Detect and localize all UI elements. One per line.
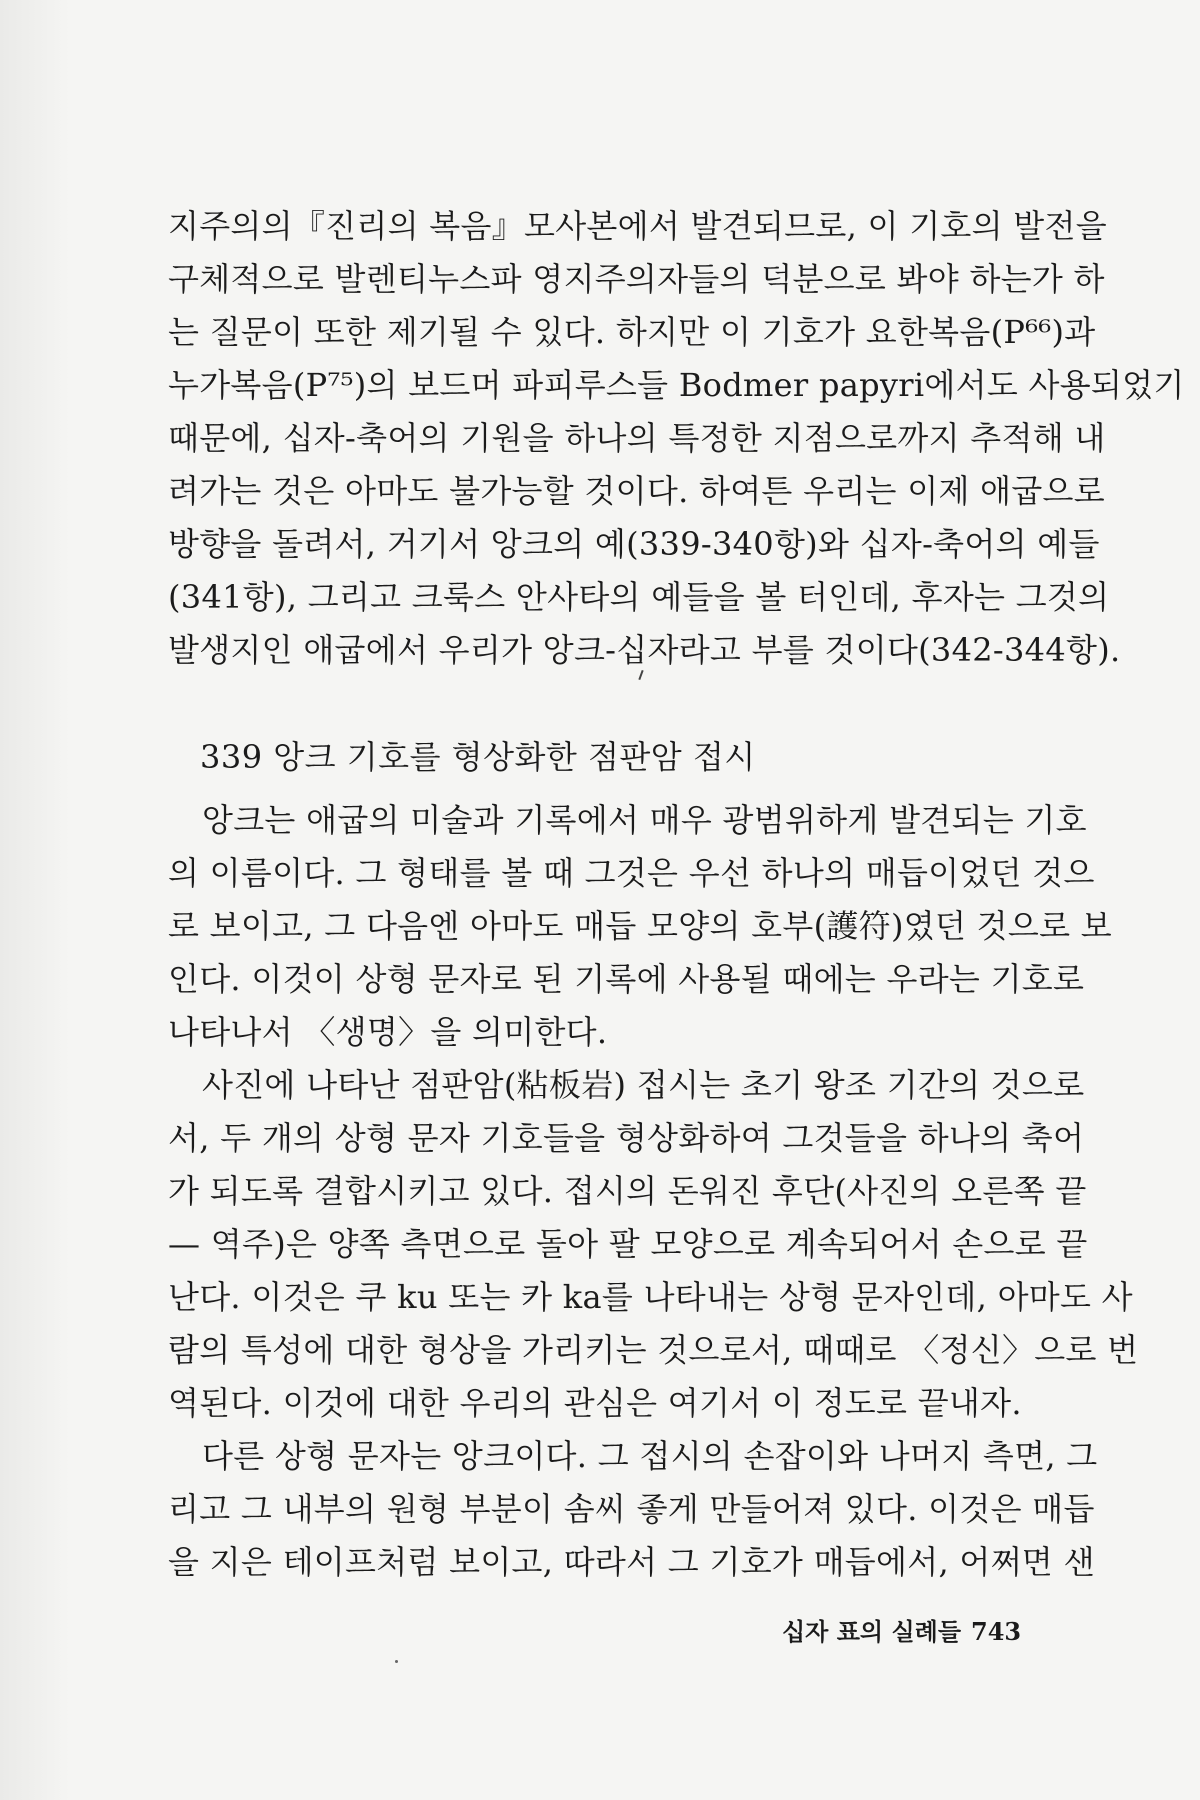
text-line: 때문에, 십자-축어의 기원을 하나의 특정한 지점으로까지 추적해 내	[168, 419, 1106, 457]
text-line: 을 지은 테이프처럼 보이고, 따라서 그 기호가 매듭에서, 어쩌면 샌	[168, 1543, 1095, 1581]
text-line: 앙크는 애굽의 미술과 기록에서 매우 광범위하게 발견되는 기호	[202, 801, 1087, 839]
text-line: 는 질문이 또한 제기될 수 있다. 하지만 이 기호가 요한복음(P⁶⁶)과	[168, 313, 1096, 351]
text-line: 의 이름이다. 그 형태를 볼 때 그것은 우선 하나의 매듭이었던 것으	[168, 854, 1095, 892]
stray-dot	[395, 1660, 398, 1663]
text-line: (341항), 그리고 크룩스 안사타의 예들을 볼 터인데, 후자는 그것의	[168, 578, 1110, 616]
text-line: 누가복음(P⁷⁵)의 보드머 파피루스들 Bodmer papyri에서도 사용되었기	[168, 366, 1185, 404]
text-line: 나타나서 〈생명〉을 의미한다.	[168, 1013, 608, 1051]
intro-paragraph	[168, 200, 1185, 677]
text-line: — 역주)은 양쪽 측면으로 돌아 팔 모양으로 계속되어서 손으로 끝	[168, 1225, 1088, 1263]
text-line: 인다. 이것이 상형 문자로 된 기록에 사용될 때에는 우라는 기호로	[168, 960, 1085, 998]
text-line: 서, 두 개의 상형 문자 기호들을 형상화하여 그것들을 하나의 축어	[168, 1119, 1085, 1157]
text-line: 역된다. 이것에 대한 우리의 관심은 여기서 이 정도로 끝내자.	[168, 1384, 1022, 1422]
page-gutter-shadow	[0, 0, 70, 1800]
text-line: 가 되도록 결합시키고 있다. 접시의 돈워진 후단(사진의 오른쪽 끝	[168, 1172, 1087, 1210]
text-line: 리고 그 내부의 원형 부분이 솜씨 좋게 만들어져 있다. 이것은 매듭	[168, 1490, 1095, 1528]
text-line: 지주의의『진리의 복음』모사본에서 발견되므로, 이 기호의 발전을	[168, 207, 1107, 245]
section-heading: 339 앙크 기호를 형상화한 점판암 접시	[200, 738, 756, 776]
page-footer	[782, 1612, 1021, 1647]
section-body	[168, 794, 1139, 1589]
page-number: 743	[971, 1617, 1022, 1646]
text-line: 발생지인 애굽에서 우리가 앙크-십자라고 부를 것이다(342-344항).	[168, 631, 1121, 669]
text-line: 람의 특성에 대한 형상을 가리키는 것으로서, 때때로 〈정신〉으로 번	[168, 1331, 1139, 1369]
text-line: 구체적으로 발렌티누스파 영지주의자들의 덕분으로 봐야 하는가 하	[168, 260, 1105, 298]
text-line: 사진에 나타난 점판암(粘板岩) 접시는 초기 왕조 기간의 것으로	[202, 1066, 1085, 1104]
text-line: 로 보이고, 그 다음엔 아마도 매듭 모양의 호부(護符)였던 것으로 보	[168, 907, 1112, 945]
text-line: 방향을 돌려서, 거기서 앙크의 예(339-340항)와 십자-축어의 예들	[168, 525, 1100, 563]
running-title: 십자 표의 실례들	[782, 1618, 961, 1646]
text-line: 난다. 이것은 쿠 ku 또는 카 ka를 나타내는 상형 문자인데, 아마도 사	[168, 1278, 1133, 1316]
text-line: 려가는 것은 아마도 불가능할 것이다. 하여튼 우리는 이제 애굽으로	[168, 472, 1105, 510]
text-line: 다른 상형 문자는 앙크이다. 그 접시의 손잡이와 나머지 측면, 그	[202, 1437, 1098, 1475]
